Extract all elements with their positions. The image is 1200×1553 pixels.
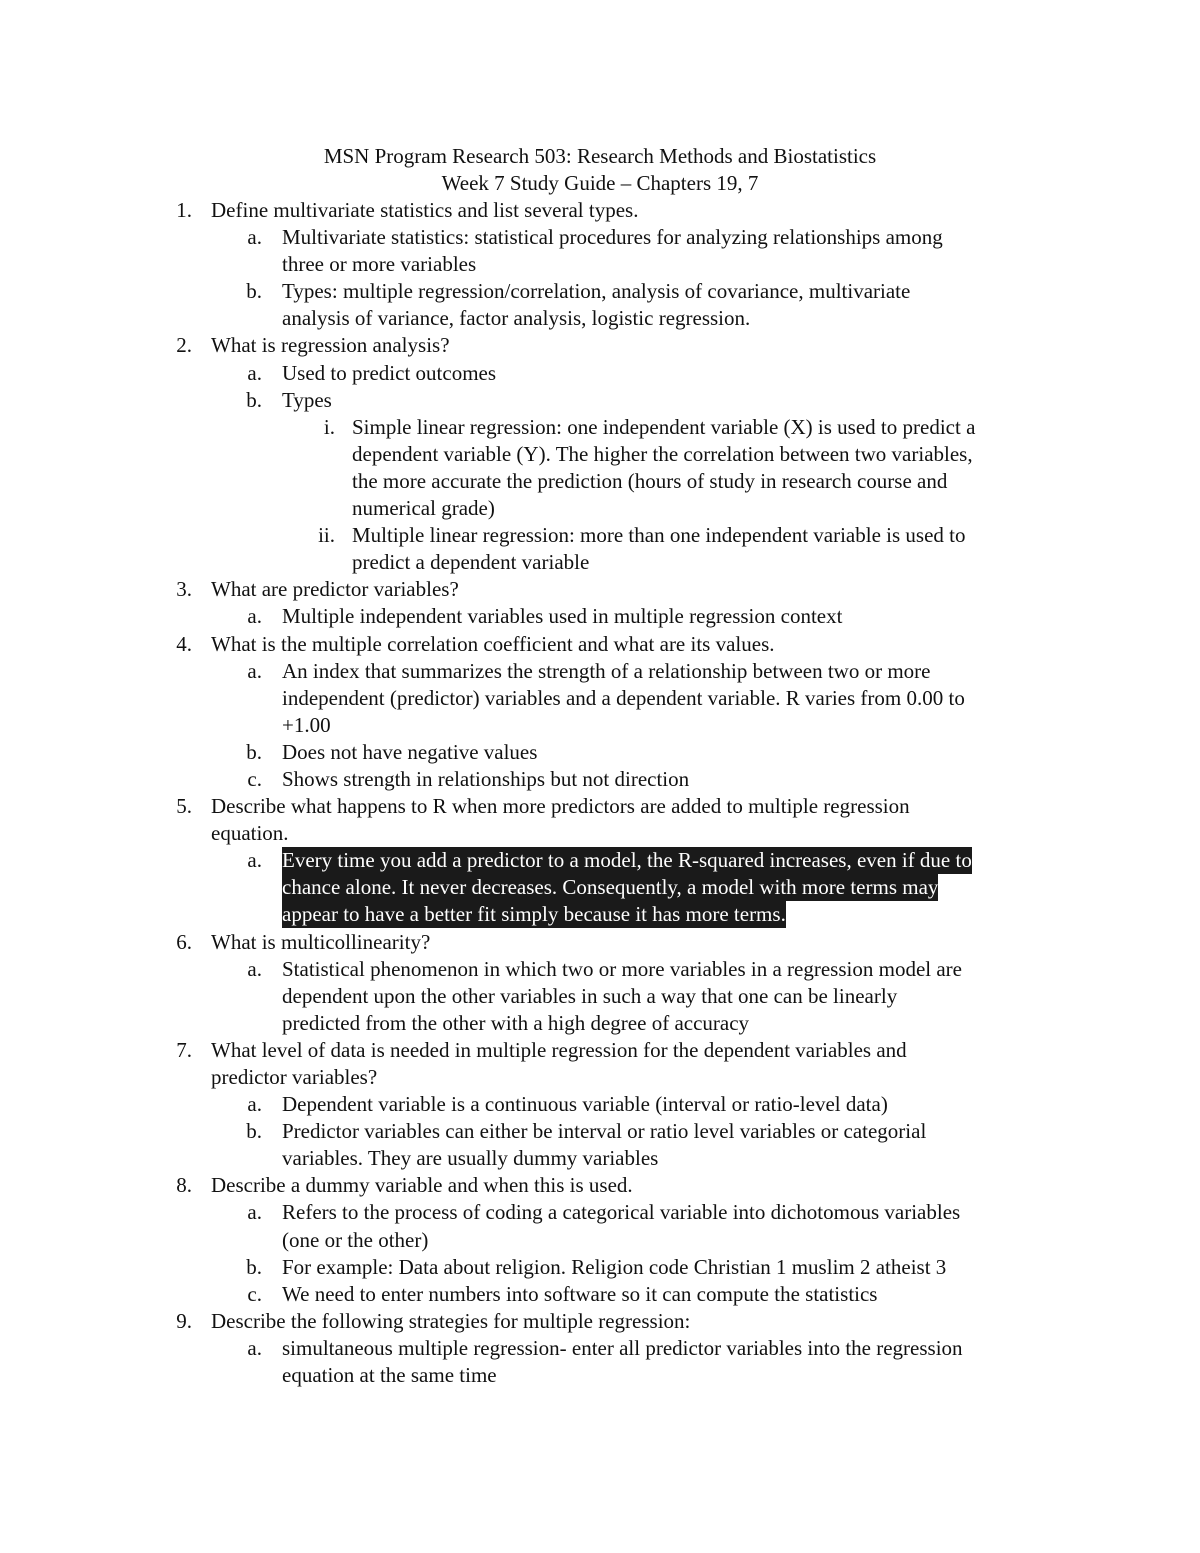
list-line bbox=[0, 658, 1200, 685]
list-text: Statistical phenomenon in which two or more variables in a regression model are bbox=[282, 956, 962, 981]
list-text: Describe the following strategies for multiple regression: bbox=[211, 1308, 691, 1333]
list-text: Does not have negative values bbox=[282, 739, 538, 764]
list-line bbox=[0, 387, 1200, 414]
list-text: dependent upon the other variables in such a way that one can be linearly bbox=[282, 983, 898, 1008]
list-marker: a. bbox=[247, 225, 262, 250]
list-text: +1.00 bbox=[282, 712, 331, 737]
list-marker: c. bbox=[247, 1281, 262, 1306]
list-text: What level of data is needed in multiple regression for the dependent variables and bbox=[211, 1037, 907, 1062]
list-text: predict a dependent variable bbox=[352, 550, 590, 575]
list-marker: i. bbox=[323, 414, 335, 439]
list-marker: 3. bbox=[176, 577, 192, 602]
list-marker: 4. bbox=[176, 631, 192, 656]
list-line bbox=[0, 1010, 1200, 1037]
list-line bbox=[0, 360, 1200, 387]
list-text: Multiple linear regression: more than one independent variable is used to bbox=[352, 523, 966, 548]
list-text: We need to enter numbers into software so it can compute the statistics bbox=[282, 1281, 878, 1306]
list-text: simultaneous multiple regression- enter all predictor variables into the regression bbox=[282, 1335, 963, 1360]
list-line bbox=[0, 278, 1200, 305]
list-text: equation at the same time bbox=[282, 1363, 497, 1388]
list-line bbox=[0, 1308, 1200, 1335]
list-line bbox=[0, 793, 1200, 820]
list-text: Define multivariate statistics and list several types. bbox=[211, 198, 639, 222]
list-marker: b. bbox=[246, 387, 262, 412]
list-line bbox=[0, 1172, 1200, 1199]
list-marker: 6. bbox=[176, 929, 192, 954]
list-text: Types bbox=[282, 387, 332, 412]
list-marker: a. bbox=[247, 360, 262, 385]
list-marker: a. bbox=[247, 658, 262, 683]
list-text: Describe a dummy variable and when this is used. bbox=[211, 1173, 633, 1198]
list-line bbox=[0, 468, 1200, 495]
list-line bbox=[0, 874, 1200, 901]
list-line bbox=[0, 522, 1200, 549]
list-text: What is the multiple correlation coefficient and what are its values. bbox=[211, 631, 775, 656]
list-text: predictor variables? bbox=[211, 1065, 378, 1089]
list-text: equation. bbox=[211, 821, 289, 846]
list-marker: a. bbox=[247, 848, 262, 873]
list-line bbox=[0, 1091, 1200, 1118]
list-line bbox=[0, 1254, 1200, 1281]
list-text: the more accurate the prediction (hours of study in research course and bbox=[352, 468, 948, 493]
list-marker: a. bbox=[247, 604, 262, 629]
list-marker: a. bbox=[247, 1335, 262, 1360]
list-text: Describe what happens to R when more predictors are added to multiple regression bbox=[211, 794, 910, 819]
list-marker: 5. bbox=[176, 794, 192, 819]
list-line bbox=[0, 1362, 1200, 1389]
list-line bbox=[0, 983, 1200, 1010]
list-text: Multiple independent variables used in multiple regression context bbox=[282, 604, 843, 629]
list-line bbox=[0, 1037, 1200, 1064]
list-line bbox=[0, 441, 1200, 468]
list-marker: b. bbox=[246, 279, 262, 304]
list-line bbox=[0, 1199, 1200, 1226]
list-line bbox=[0, 631, 1200, 658]
list-text: predicted from the other with a high degree of accuracy bbox=[282, 1010, 750, 1035]
list-text: Predictor variables can either be interval or ratio level variables or categorial bbox=[282, 1119, 927, 1144]
list-line bbox=[0, 332, 1200, 359]
highlighted-text: appear to have a better fit simply because it has more terms. bbox=[282, 902, 786, 927]
list-line bbox=[0, 847, 1200, 874]
list-line bbox=[0, 685, 1200, 712]
list-marker: b. bbox=[246, 739, 262, 764]
list-line bbox=[0, 576, 1200, 603]
highlighted-text: Every time you add a predictor to a model, the R-squared increases, even if due to bbox=[282, 848, 972, 873]
list-marker: b. bbox=[246, 1119, 262, 1144]
list-marker: 2. bbox=[176, 333, 192, 358]
list-line bbox=[0, 1064, 1200, 1091]
list-line bbox=[0, 224, 1200, 251]
list-line bbox=[0, 197, 1200, 224]
study-guide-list bbox=[0, 197, 1200, 1389]
list-line bbox=[0, 766, 1200, 793]
list-text: (one or the other) bbox=[282, 1227, 429, 1252]
list-line bbox=[0, 956, 1200, 983]
list-marker: ii. bbox=[318, 523, 335, 548]
list-line bbox=[0, 251, 1200, 278]
list-marker: a. bbox=[247, 956, 262, 981]
list-text: Multivariate statistics: statistical procedures for analyzing relationships among bbox=[282, 225, 943, 250]
list-text: Types: multiple regression/correlation, analysis of covariance, multivariate bbox=[282, 279, 911, 304]
list-text: For example: Data about religion. Religion code Christian 1 muslim 2 atheist 3 bbox=[282, 1254, 947, 1279]
list-marker: c. bbox=[247, 766, 262, 791]
list-text: three or more variables bbox=[282, 252, 477, 277]
list-marker: a. bbox=[247, 1200, 262, 1225]
list-line bbox=[0, 1335, 1200, 1362]
list-text: dependent variable (Y). The higher the correlation between two variables, bbox=[352, 441, 973, 466]
list-line bbox=[0, 495, 1200, 522]
list-text: Shows strength in relationships but not direction bbox=[282, 766, 690, 791]
list-text: What is multicollinearity? bbox=[211, 929, 431, 954]
document-title: MSN Program Research 503: Research Methods and Biostatistics bbox=[323, 144, 877, 168]
list-marker: 8. bbox=[176, 1173, 192, 1198]
list-line bbox=[0, 901, 1200, 928]
list-line bbox=[0, 603, 1200, 630]
list-text: What is regression analysis? bbox=[211, 333, 450, 358]
list-line bbox=[0, 414, 1200, 441]
list-text: numerical grade) bbox=[352, 496, 495, 521]
list-marker: 1. bbox=[176, 198, 192, 222]
list-line bbox=[0, 549, 1200, 576]
list-marker: a. bbox=[247, 1092, 262, 1117]
list-line bbox=[0, 1118, 1200, 1145]
document-subtitle: Week 7 Study Guide – Chapters 19, 7 bbox=[441, 171, 759, 195]
list-line bbox=[0, 1281, 1200, 1308]
list-text: variables. They are usually dummy variables bbox=[282, 1146, 659, 1171]
list-line bbox=[0, 739, 1200, 766]
highlighted-text: chance alone. It never decreases. Consequently, a model with more terms may bbox=[282, 875, 939, 900]
list-text: Dependent variable is a continuous variable (interval or ratio-level data) bbox=[282, 1092, 888, 1117]
list-line bbox=[0, 820, 1200, 847]
list-line bbox=[0, 1227, 1200, 1254]
list-marker: 9. bbox=[176, 1308, 192, 1333]
list-text: Simple linear regression: one independent variable (X) is used to predict a bbox=[352, 414, 976, 439]
list-text: independent (predictor) variables and a dependent variable. R varies from 0.00 to bbox=[282, 685, 965, 710]
list-text: What are predictor variables? bbox=[211, 577, 459, 602]
list-text: analysis of variance, factor analysis, logistic regression. bbox=[282, 306, 751, 331]
list-text: An index that summarizes the strength of a relationship between two or more bbox=[282, 658, 931, 683]
list-line bbox=[0, 305, 1200, 332]
list-text: Used to predict outcomes bbox=[282, 360, 497, 385]
list-marker: 7. bbox=[176, 1037, 192, 1062]
list-text: Refers to the process of coding a categorical variable into dichotomous variables bbox=[282, 1200, 961, 1225]
list-line bbox=[0, 712, 1200, 739]
list-line bbox=[0, 1145, 1200, 1172]
list-marker: b. bbox=[246, 1254, 262, 1279]
list-line bbox=[0, 929, 1200, 956]
